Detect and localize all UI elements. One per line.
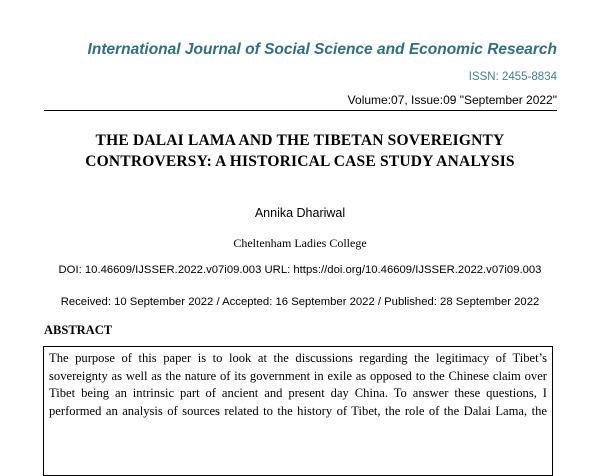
volume-issue: Volume:07, Issue:09 "September 2022": [347, 93, 557, 107]
abstract-heading: ABSTRACT: [44, 323, 113, 337]
affiliation: Cheltenham Ladies College: [233, 236, 367, 250]
author-name: Annika Dhariwal: [254, 206, 346, 220]
paper-title: [0, 130, 600, 172]
abstract-line: performed an analysis of sources related to the history of Tibet, the role of the Dalai Lama, the: [49, 403, 547, 418]
journal-title: International Journal of Social Science and Economic Research: [87, 41, 557, 58]
dates-line: Received: 10 September 2022 / Accepted: 16 September 2022 / Published: 28 September 2022: [60, 296, 540, 308]
doi-url-line: DOI: 10.46609/IJSSER.2022.v07i09.003 URL: https://doi.org/10.46609/IJSSER.2022.v07i09.003: [58, 264, 542, 276]
paper-title-line-1: THE DALAI LAMA AND THE TIBETAN SOVEREIGNTY: [95, 132, 505, 149]
abstract-box: [43, 346, 553, 476]
abstract-line: The purpose of this paper is to look at the discussions regarding the legitimacy of Tibet’s: [49, 351, 547, 365]
abstract-line: Tibet being an intrinsic part of ancient and present day China. To answer these questions, I: [49, 386, 547, 400]
header-rule: [44, 110, 557, 111]
issn: ISSN: 2455-8834: [468, 71, 557, 83]
paper-title-line-2: CONTROVERSY: A HISTORICAL CASE STUDY ANALYSIS: [85, 153, 515, 170]
abstract-line: sovereignty as well as the nature of its government in exile as opposed to the Chinese claim over: [49, 368, 547, 383]
